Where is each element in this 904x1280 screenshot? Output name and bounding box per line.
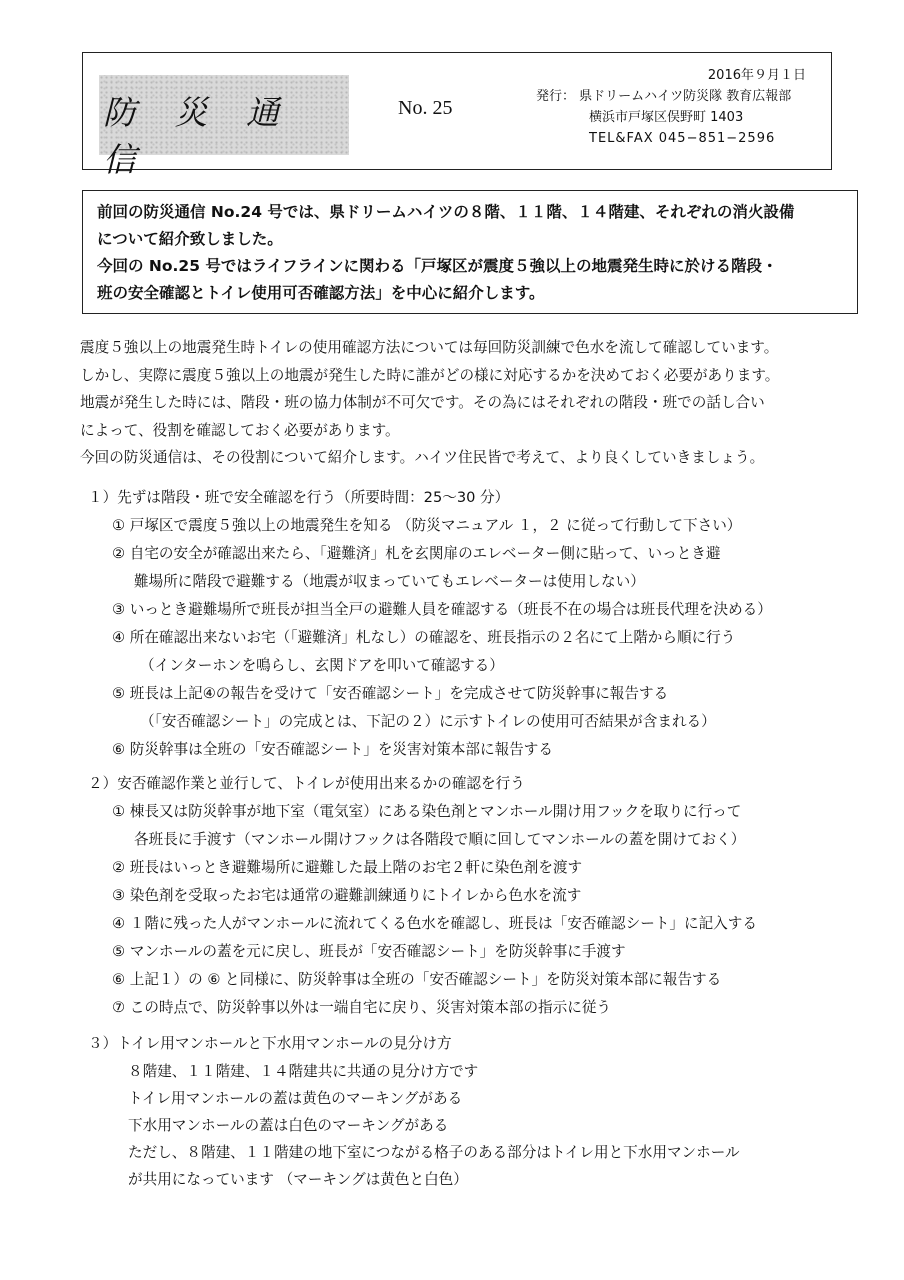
list-item-continuation: 難場所に階段で避難する（地震が収まっていてもエレベーターは使用しない） [134, 573, 645, 590]
list-item: ② 自宅の安全が確認出来たら、「避難済」札を玄関扉のエレベーター側に貼って、いっとき避 [112, 545, 721, 562]
section-heading: ３）トイレ用マンホールと下水用マンホールの見分け方 [88, 1035, 452, 1052]
body-text [80, 334, 870, 472]
list-item-continuation: （インターホンを鳴らし、玄関ドアを叩いて確認する） [140, 657, 504, 674]
section-heading: １）先ずは階段・班で安全確認を行う（所要時間：25〜30 分） [88, 489, 510, 506]
text-line: が共用になっています （マーキングは黄色と白色） [128, 1171, 468, 1188]
body-line: 震度５強以上の地震発生時トイレの使用確認方法については毎回防災訓練で色水を流して確認しています。 [80, 339, 779, 356]
text-line: ただし、８階建、１１階建の地下室につながる格子のある部分はトイレ用と下水用マンホール [128, 1144, 740, 1161]
list-item-continuation: 各班長に手渡す（マンホール開けフックは各階段で順に回してマンホールの蓋を開けておく） [134, 831, 746, 848]
list-item: ⑥ 上記１）の ⑥ と同様に、防災幹事は全班の「安否確認シート」を防災対策本部に報告する [112, 971, 722, 988]
intro-box [82, 190, 858, 314]
body-line: 今回の防災通信は、その役割について紹介します。ハイツ住民皆で考えて、より良くしていきましょう。 [80, 449, 765, 467]
list-item: ③ 染色剤を受取ったお宅は通常の避難訓練通りにトイレから色水を流す [112, 887, 582, 904]
address: 横浜市戸塚区俣野町 1403 [589, 110, 744, 125]
tel-fax: TEL&FAX 045−851−2596 [589, 131, 776, 146]
intro-line: 班の安全確認とトイレ使用可否確認方法」を中心に紹介します。 [97, 284, 545, 302]
publisher: 発行： 県ドリームハイツ防災隊 教育広報部 [536, 89, 792, 104]
publication-info [513, 65, 818, 149]
section-3 [88, 1030, 878, 1193]
intro-line: について紹介致しました。 [97, 230, 283, 248]
list-item: ① 棟長又は防災幹事が地下室（電気室）にある染色剤とマンホール開け用フックを取りに行って [112, 803, 742, 820]
text-line: 下水用マンホールの蓋は白色のマーキングがある [128, 1117, 449, 1134]
list-item: ⑤ マンホールの蓋を元に戻し、班長が「安否確認シート」を防災幹事に手渡す [112, 943, 626, 960]
publication-date: 2016年９月１日 [707, 68, 806, 83]
body-line: しかし、実際に震度５強以上の地震が発生した時に誰がどの様に対応するかを決めておく必要があります。 [80, 366, 780, 384]
list-item: ② 班長はいっとき避難場所に避難した最上階のお宅２軒に染色剤を渡す [112, 859, 583, 876]
list-item: ⑥ 防災幹事は全班の「安否確認シート」を災害対策本部に報告する [112, 741, 553, 758]
intro-line: 前回の防災通信 No.24 号では、県ドリームハイツの８階、１１階、１４階建、それぞれの消火設備 [97, 203, 795, 221]
text-line: トイレ用マンホールの蓋は黄色のマーキングがある [128, 1090, 463, 1107]
list-item: ④ １階に残った人がマンホールに流れてくる色水を確認し、班長は「安否確認シート」に記入する [112, 915, 757, 932]
list-item-continuation: （「安否確認シート」の完成とは、下記の２）に示すトイレの使用可否結果が含まれる） [140, 713, 716, 730]
section-1 [88, 484, 878, 764]
text-line: ８階建、１１階建、１４階建共に共通の見分け方です [128, 1063, 479, 1080]
body-line: 地震が発生した時には、階段・班の協力体制が不可欠です。その為にはそれぞれの階段・班での話し合い [80, 394, 765, 412]
list-item: ① 戸塚区で震度５強以上の地震発生を知る （防災マニュアル １，２ に従って行動して下さい） [112, 517, 742, 534]
list-item: ③ いっとき避難場所で班長が担当全戸の避難人員を確認する（班長不在の場合は班長代理を決める） [112, 601, 772, 618]
section-heading: ２）安否確認作業と並行して、トイレが使用出来るかの確認を行う [88, 775, 525, 792]
list-item: ⑤ 班長は上記④の報告を受けて「安否確認シート」を完成させて防災幹事に報告する [112, 685, 669, 702]
list-item: ④ 所在確認出来ないお宅（「避難済」札なし）の確認を、班長指示の２名にて上階から順に行う [112, 629, 736, 646]
list-item: ⑦ この時点で、防災幹事以外は一端自宅に戻り、災害対策本部の指示に従う [112, 999, 612, 1016]
section-2 [88, 770, 878, 1022]
header-box [82, 52, 832, 179]
body-line: によって、役割を確認しておく必要があります。 [80, 421, 400, 439]
issue-number: No. 25 [398, 97, 453, 119]
newsletter-title: 防 災 通 信 [103, 93, 293, 179]
intro-line: 今回の No.25 号ではライフラインに関わる「戸塚区が震度５強以上の地震発生時に於ける階段・ [97, 257, 778, 275]
